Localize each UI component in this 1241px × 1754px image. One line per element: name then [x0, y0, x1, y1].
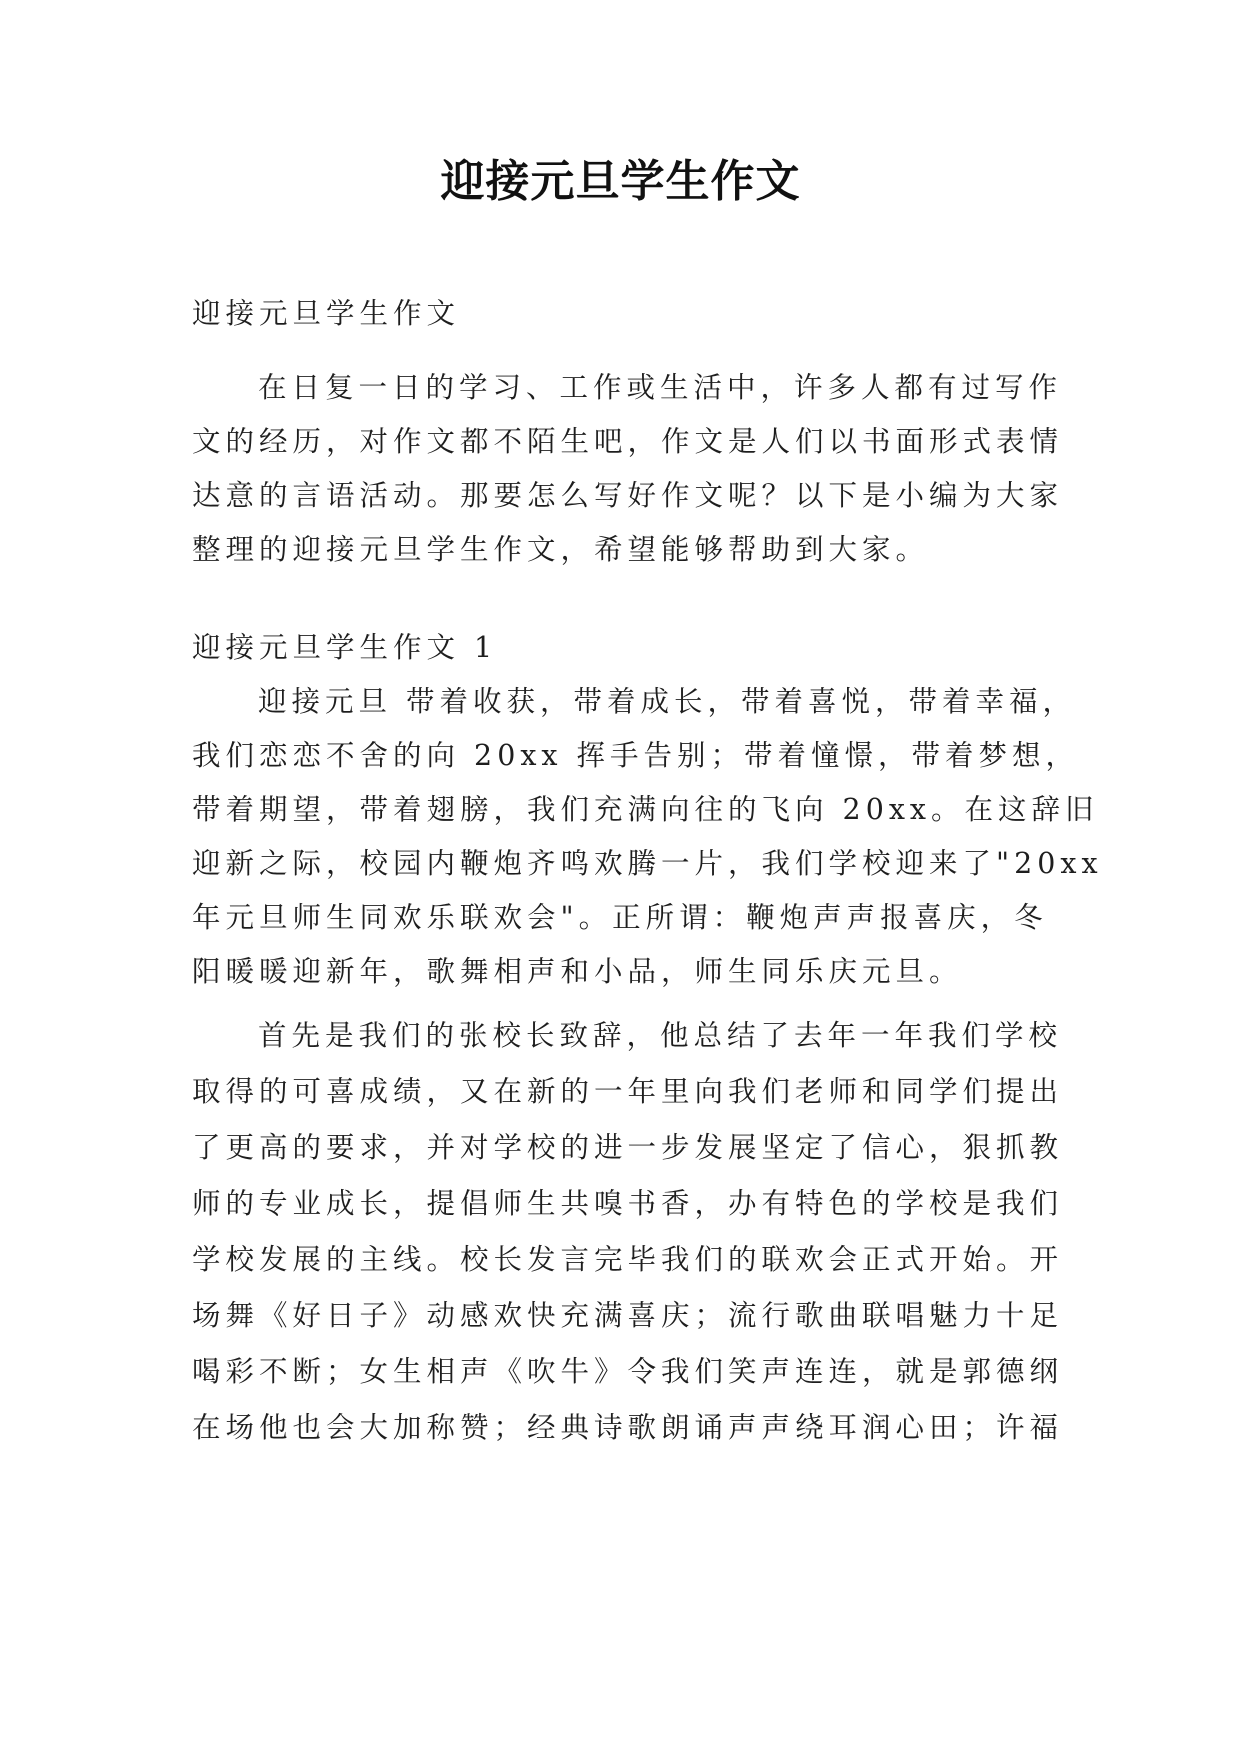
text-line: 在日复一日的学习、工作或生活中，许多人都有过写作: [258, 371, 1063, 404]
text-line: 达意的言语活动。那要怎么写好作文呢？以下是小编为大家: [192, 479, 1064, 512]
section-heading: 迎接元旦学生作文 1: [192, 631, 498, 664]
text-line: 带着期望，带着翅膀，我们充满向往的飞向 20xx。在这辞旧: [192, 793, 1099, 826]
text-line: 学校发展的主线。校长发言完毕我们的联欢会正式开始。开: [192, 1243, 1064, 1276]
text-line: 场舞《好日子》动感欢快充满喜庆；流行歌曲联唱魅力十足: [192, 1299, 1064, 1332]
text-line: 取得的可喜成绩，又在新的一年里向我们老师和同学们提出: [192, 1075, 1064, 1108]
text-line: 在场他也会大加称赞；经典诗歌朗诵声声绕耳润心田；许福: [192, 1411, 1064, 1444]
text-line: 我们恋恋不舍的向 20xx 挥手告别；带着憧憬，带着梦想，: [192, 739, 1080, 772]
document-subtitle: 迎接元旦学生作文: [192, 297, 461, 330]
text-line: 了更高的要求，并对学校的进一步发展坚定了信心，狠抓教: [192, 1131, 1064, 1164]
text-line: 首先是我们的张校长致辞，他总结了去年一年我们学校: [258, 1019, 1063, 1052]
text-line: 喝彩不断；女生相声《吹牛》令我们笑声连连，就是郭德纲: [192, 1355, 1064, 1388]
text-line: 文的经历，对作文都不陌生吧，作文是人们以书面形式表情: [192, 425, 1064, 458]
text-line: 迎新之际，校园内鞭炮齐鸣欢腾一片，我们学校迎来了"20xx: [192, 847, 1103, 880]
text-line: 年元旦师生同欢乐联欢会"。正所谓：鞭炮声声报喜庆，冬: [192, 901, 1048, 934]
text-line: 迎接元旦 带着收获，带着成长，带着喜悦，带着幸福，: [258, 685, 1077, 718]
text-line: 整理的迎接元旦学生作文，希望能够帮助到大家。: [192, 533, 930, 566]
text-line: 阳暖暖迎新年，歌舞相声和小品，师生同乐庆元旦。: [192, 955, 963, 988]
text-line: 师的专业成长，提倡师生共嗅书香，办有特色的学校是我们: [192, 1187, 1064, 1220]
document-title: 迎接元旦学生作文: [440, 156, 801, 207]
